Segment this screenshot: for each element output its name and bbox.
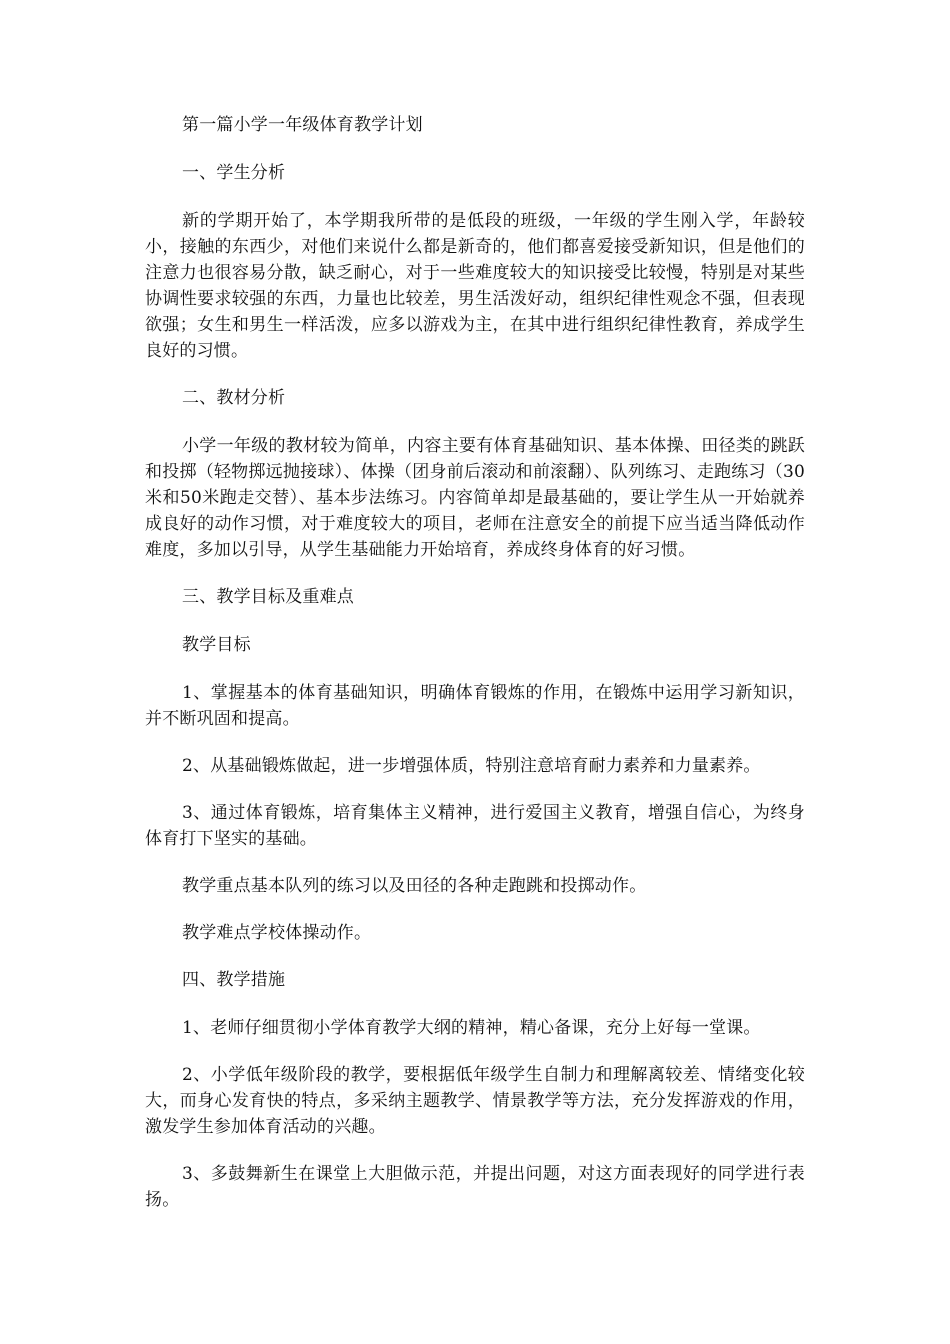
measure-item-3: 3、多鼓舞新生在课堂上大胆做示范，并提出问题，对这方面表现好的同学进行表扬。 (145, 1164, 805, 1210)
measure-item-2: 2、小学低年级阶段的教学，要根据低年级学生自制力和理解离较差、情绪变化较大，而身心发育快的特点，多采纳主题教学、情景教学等方法，充分发挥游戏的作用，激发学生参加体育活动的兴趣。 (145, 1065, 805, 1137)
measure-item-1: 1、老师仔细贯彻小学体育教学大纲的精神，精心备课，充分上好每一堂课。 (182, 1018, 761, 1038)
teaching-difficulties: 教学难点学校体操动作。 (182, 923, 372, 943)
section-heading-textbook-analysis: 二、教材分析 (182, 388, 286, 408)
teaching-key-points: 教学重点基本队列的练习以及田径的各种走跑跳和投掷动作。 (182, 876, 647, 896)
goal-item-1: 1、掌握基本的体育基础知识，明确体育锻炼的作用，在锻炼中运用学习新知识，并不断巩固和提高。 (145, 683, 805, 729)
document-title: 第一篇小学一年级体育教学计划 (182, 115, 423, 135)
section-heading-teaching-measures: 四、教学措施 (182, 970, 286, 990)
section-heading-teaching-goals: 三、教学目标及重难点 (182, 587, 354, 607)
section-heading-student-analysis: 一、学生分析 (182, 163, 286, 183)
paragraph-textbook-analysis: 小学一年级的教材较为简单，内容主要有体育基础知识、基本体操、田径类的跳跃和投掷（轻物掷远抛接球）、体操（团身前后滚动和前滚翻）、队列练习、走跑练习（30米和50米跑走交替）、基本步法练习。内容简单却是最基础的，要让学生从一开始就养成良好的动作习惯，对于难度较大的项目，老师在注意安全的前提下应当适当降低动作难度，多加以引导，从学生基础能力开始培育，养成终身体育的好习惯。 (145, 436, 805, 560)
goal-item-2: 2、从基础锻炼做起，进一步增强体质，特别注意培育耐力素养和力量素养。 (182, 756, 761, 776)
goal-item-3: 3、通过体育锻炼，培育集体主义精神，进行爱国主义教育，增强自信心，为终身体育打下坚实的基础。 (145, 803, 805, 849)
document-page (145, 112, 805, 1234)
paragraph-student-analysis: 新的学期开始了，本学期我所带的是低段的班级，一年级的学生刚入学，年龄较小，接触的东西少，对他们来说什么都是新奇的，他们都喜爱接受新知识，但是他们的注意力也很容易分散，缺乏耐心，对于一些难度较大的知识接受比较慢，特别是对某些协调性要求较强的东西，力量也比较差，男生活泼好动，组织纪律性观念不强，但表现欲强；女生和男生一样活泼，应多以游戏为主，在其中进行组织纪律性教育，养成学生良好的习惯。 (145, 211, 805, 361)
subheading-teaching-goals: 教学目标 (182, 635, 251, 655)
